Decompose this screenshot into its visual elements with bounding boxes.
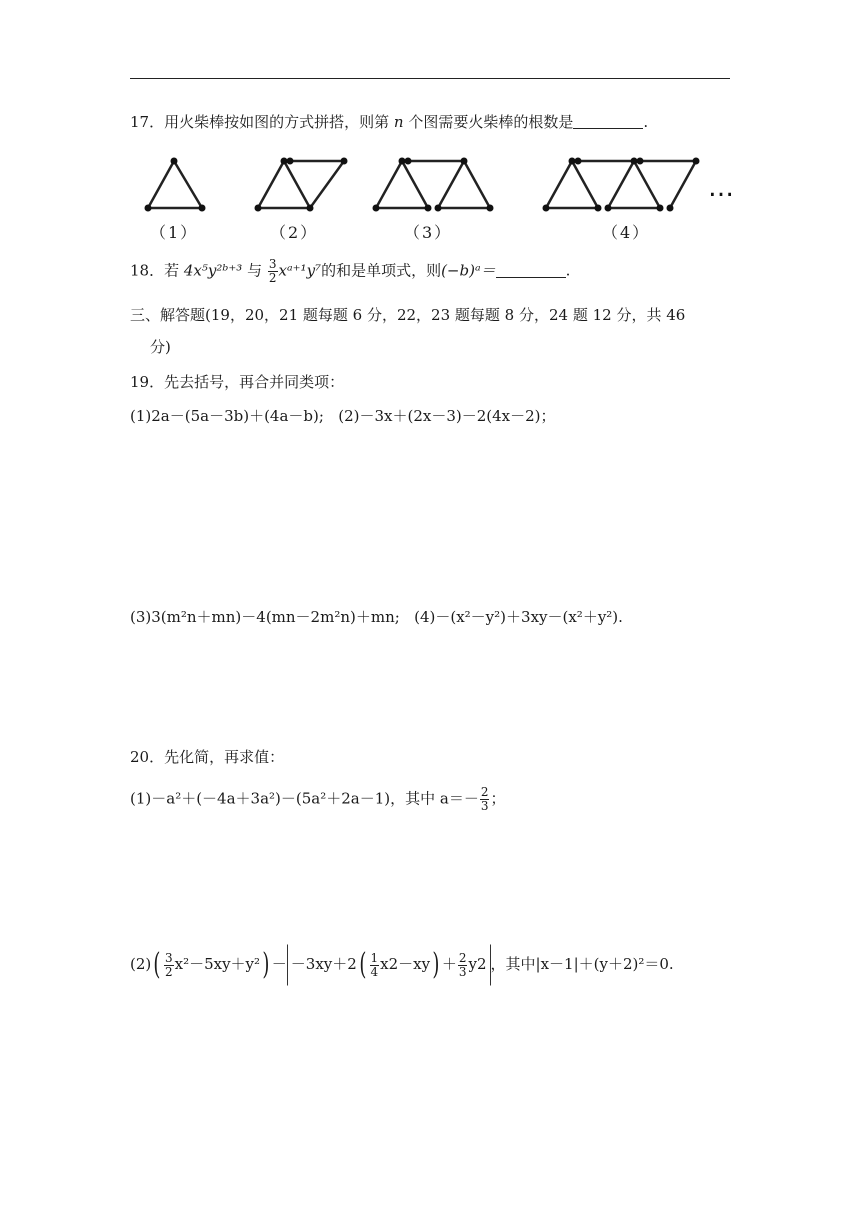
- q19-part-2: (2)－3x＋(2x－3)－2(4x－2)；: [338, 407, 556, 425]
- q17-text-b: 个图需要火柴棒的根数是: [408, 113, 574, 131]
- q20-p2-frac-3: $\frac{2}{3}$: [458, 950, 467, 979]
- matchstick-figure: [130, 148, 750, 218]
- q18-mid: 与: [247, 261, 263, 280]
- left-paren-1: (: [153, 947, 161, 982]
- q20-p2-term-c: －3xy＋2: [290, 955, 357, 973]
- q19-parts-1-2: [130, 406, 556, 426]
- figure-label-2: （2）: [270, 223, 319, 242]
- fig4-triangle-1: [546, 161, 598, 208]
- q20-p1-fraction: $\frac{2}{3}$: [480, 785, 489, 813]
- q18-text-b: 的和是单项式，则: [321, 261, 442, 280]
- q17-answer-blank[interactable]: [573, 114, 643, 129]
- figure-label-4: （4）: [602, 223, 651, 242]
- fig4-rhombus: [634, 161, 696, 208]
- q20-p2-term-d: x2－xy: [380, 955, 431, 973]
- q19-title: 19．先去括号，再合并同类项：: [130, 373, 345, 391]
- q20-p2-frac-2: $\frac{1}{4}$: [370, 950, 379, 979]
- q20-p2-frac-1: $\frac{3}{2}$: [164, 950, 173, 979]
- q18-end: .: [565, 261, 571, 280]
- q20-part-2: (2)( $\frac{3}{2}$ x²－5xy＋y²) － －3xy＋2( $\frac{1}{4}$ x2－xy) ＋ $\frac{2}{3}$ y2 ，其中|x－1|＋(y＋2)²＝0.: [130, 944, 674, 986]
- q18-pre: 若: [164, 261, 180, 280]
- q20-p1-end: ；: [490, 789, 506, 808]
- q19-part-3: (3)3(m²n＋mn)－4(mn－2m²n)＋mn;: [130, 608, 400, 626]
- q17-text-a: 用火柴棒按如图的方式拼搭，则第: [164, 113, 390, 131]
- question-18: [130, 258, 570, 285]
- q18-fraction: $\frac{3}{2}$: [268, 257, 277, 285]
- section-3-heading-cont: 分): [150, 338, 171, 356]
- q17-end: .: [643, 113, 649, 131]
- q17-number: 17．: [130, 113, 165, 131]
- q20-p2-term-e: y2: [468, 955, 487, 973]
- figure-label-1: （1）: [150, 223, 199, 242]
- q20-part-1: [130, 786, 506, 813]
- figure-ellipsis: …: [708, 173, 734, 203]
- fig3-triangle-1: [376, 161, 428, 208]
- figure-label-3: （3）: [404, 223, 453, 242]
- q18-number: 18．: [130, 261, 165, 280]
- top-rule: [130, 78, 730, 79]
- question-17: [130, 112, 648, 132]
- q19-part-4: (4)－(x²－y²)＋3xy－(x²＋y²).: [414, 608, 623, 626]
- left-paren-2: (: [359, 947, 367, 982]
- q18-answer-blank[interactable]: [496, 263, 566, 278]
- q20-title: 20．先化简，再求值：: [130, 748, 285, 766]
- q18-term1: 4x⁵y²ᵇ⁺³: [183, 261, 243, 280]
- fig3-triangle-2: [438, 161, 490, 208]
- q19-parts-3-4: [130, 607, 623, 627]
- fig2-triangle: [258, 161, 310, 208]
- section-3-heading: 三、解答题(19，20，21 题每题 6 分，22，23 题每题 8 分，24 题 12 分，共 46: [130, 306, 686, 324]
- q20-p2-tail: ，其中|x－1|＋(y＋2)²＝0.: [490, 955, 674, 973]
- fig4-triangle-2: [608, 161, 660, 208]
- q19-part-1: (1)2a－(5a－3b)＋(4a－b);: [130, 407, 324, 425]
- right-paren-2: ): [432, 947, 440, 982]
- q20-p1-expr: (1)－a²＋(－4a＋3a²)－(5a²＋2a－1)，其中 a＝－: [130, 789, 479, 808]
- q17-var: n: [393, 113, 404, 131]
- fig2-rhombus: [284, 161, 344, 208]
- q18-term2: xᵃ⁺¹y⁷: [278, 261, 322, 280]
- right-paren-1: ): [262, 947, 270, 982]
- q20-p2-term-b: x²－5xy＋y²: [174, 955, 261, 973]
- q18-expr: (−b)ᵃ＝: [441, 261, 496, 280]
- fig1-triangle: [148, 161, 202, 208]
- q20-p2-label: (2): [130, 955, 152, 973]
